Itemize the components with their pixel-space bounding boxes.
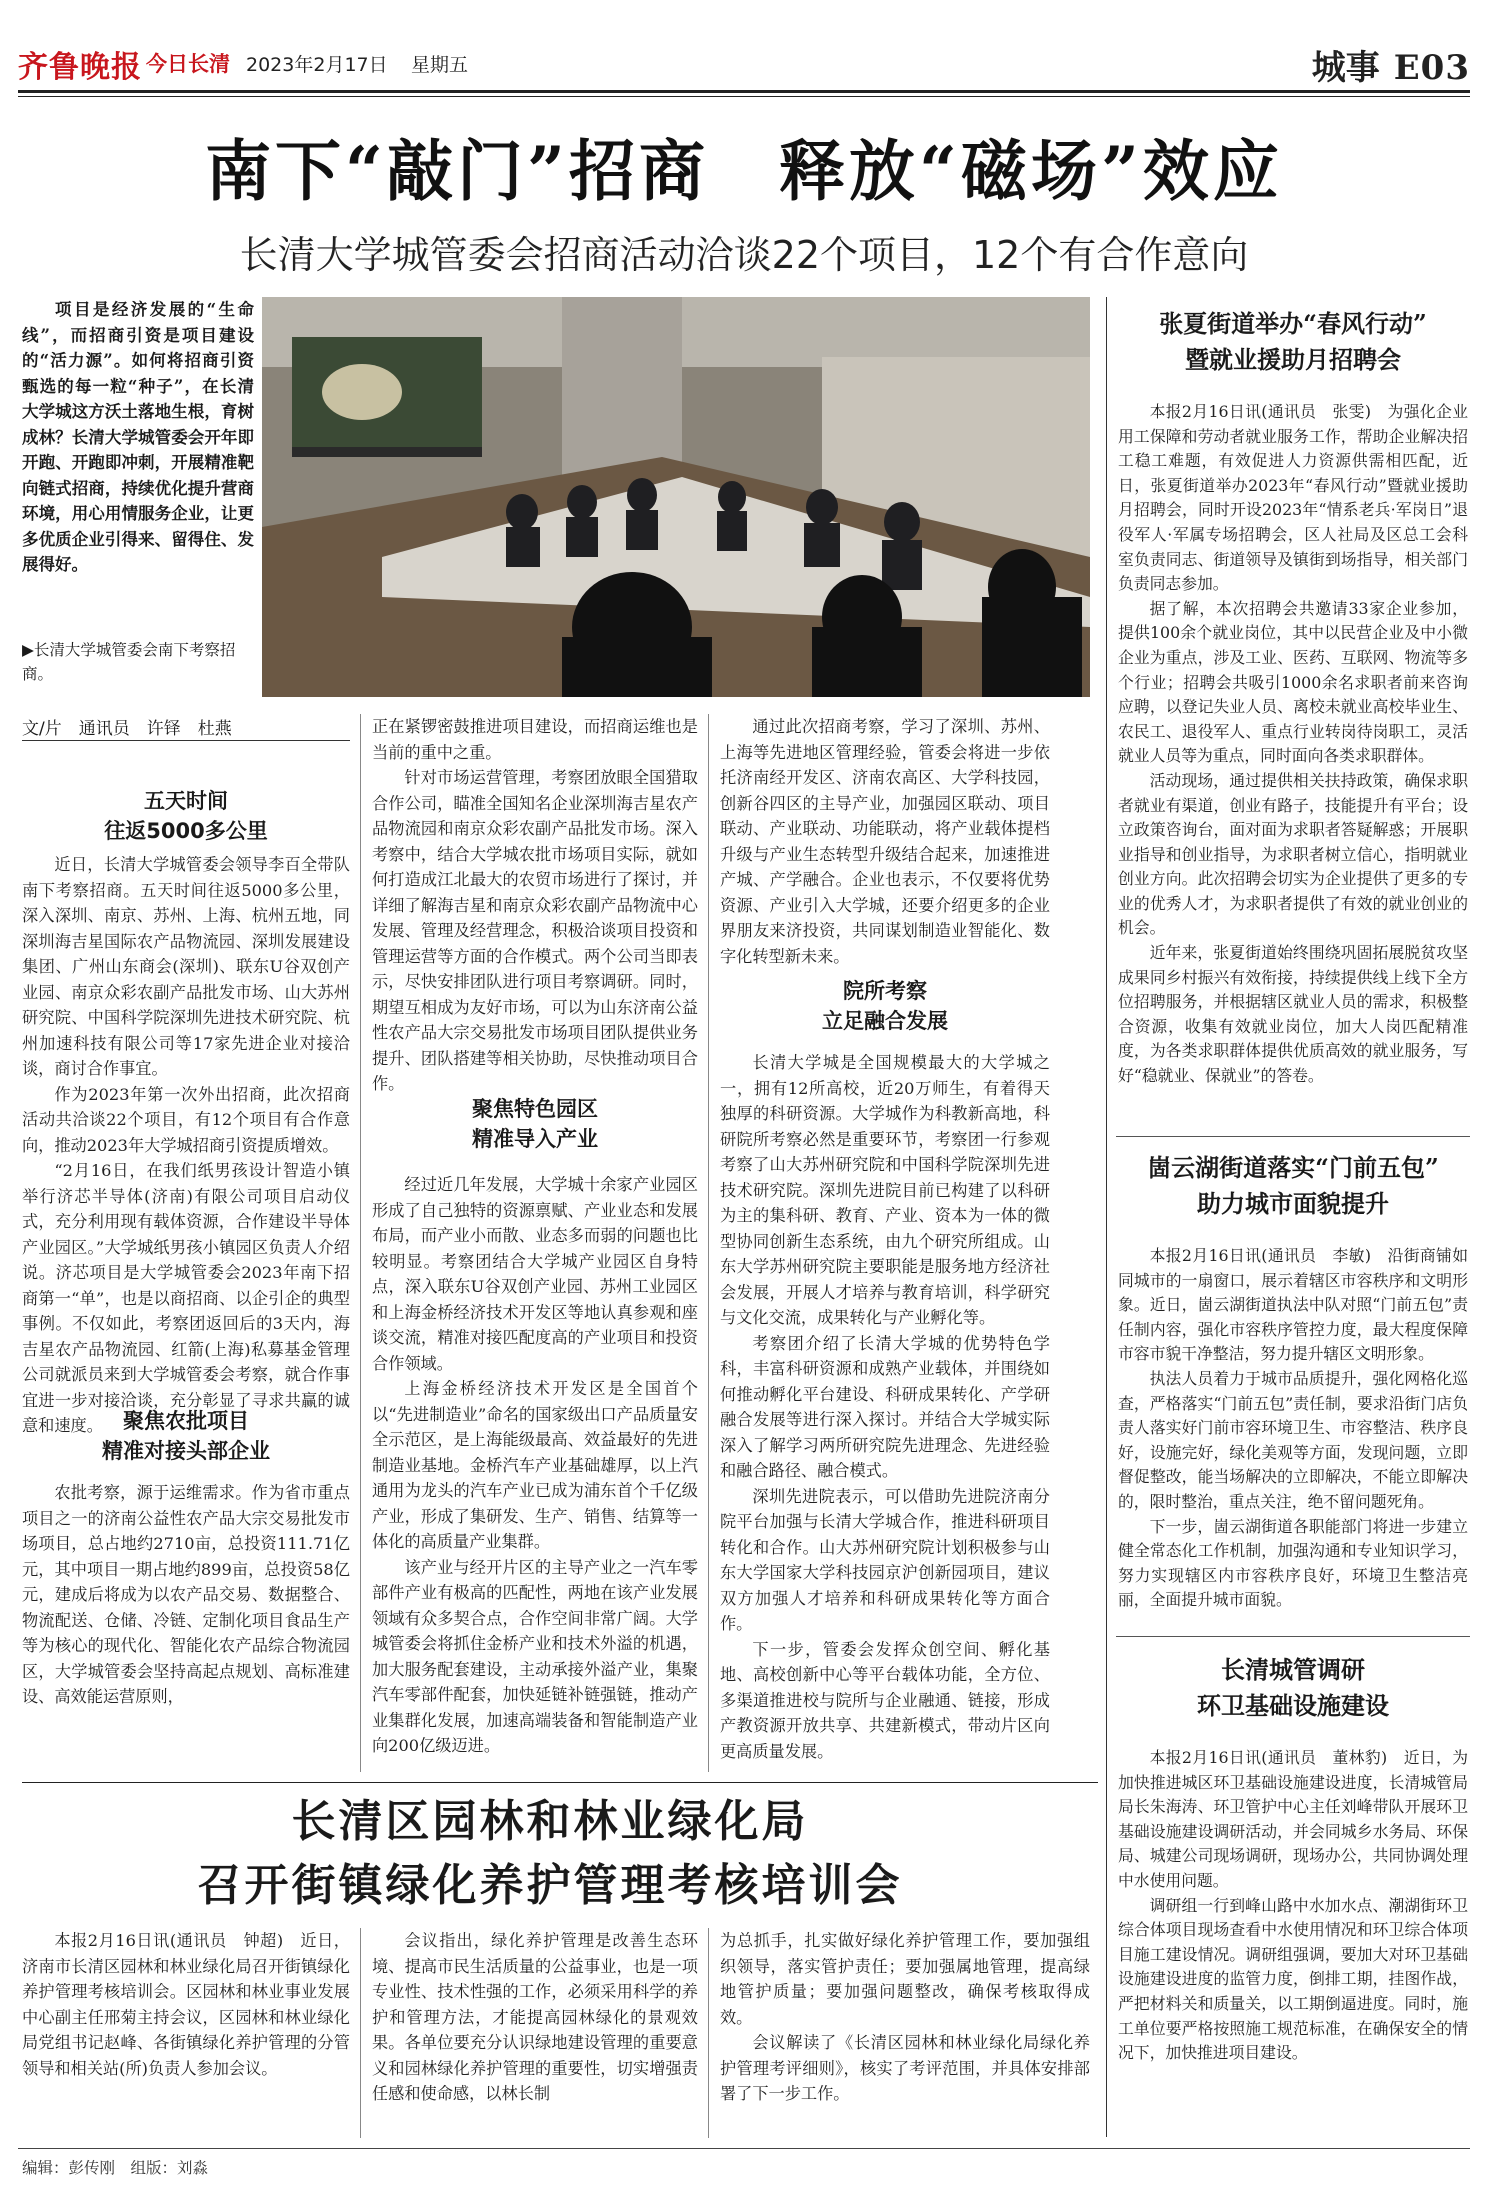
sidebar-story-2-title: 崮云湖街道落实“门前五包” 助力城市面貌提升 <box>1147 1153 1439 1218</box>
main-headline: 南下“敲门”招商 释放“磁场”效应 <box>205 132 1283 210</box>
paragraph: 调研组一行到峰山路中水加水点、潮湖街环卫综合体项目现场查看中水使用情况和环卫综合体项目施工建设情况。调研组强调，要加大对环卫基础设施建设进度的监管力度，倒排工期，挂图作战，严把材料关和质量关，以工期倒逼进度。同时，施工单位要严格按照施工规范标准，在确保安全的情况下，加快推进项目建设。 <box>1118 1895 1468 2063</box>
paragraph: 正在紧锣密鼓推进项目建设，而招商运维也是当前的重中之重。 <box>372 717 698 762</box>
section-title-five-days: 五天时间 往返5000多公里 <box>104 789 268 843</box>
column-divider <box>708 1928 709 2138</box>
column-1b-text <box>22 1480 350 1710</box>
paragraph: 针对市场运营管理，考察团放眼全国猎取合作公司，瞄准全国知名企业深圳海吉星农产品物流园和南京众彩农副产品批发市场。深入考察中，结合大学城农批市场项目实际，就如何打造成江北最大的农贸市场进行了探讨，并详细了解海吉星和南京众彩农副产品物流中心发展、管理及经营理念，积极洽谈项目投资和管理运营等方面的合作模式。两个公司当即表示，尽快安排团队进行项目考察调研。同时，期望互相成为友好市场，可以为山东济南公益性农产品大宗交易批发市场项目团队提供业务提升、团队搭建等相关协助，尽快推动项目合作。 <box>372 768 698 1093</box>
paragraph: 会议指出，绿化养护管理是改善生态环境、提高市民生活质量的公益事业，也是一项专业性、技术性强的工作，必须采用科学的养护和管理方法，才能提高园林绿化的景观效果。各单位要充分认识绿地建设管理的重要意义和园林绿化养护管理的重要性，切实增强责任感和使命感，以林长制 <box>372 1931 698 2103</box>
sidebar-divider <box>1106 297 1107 2137</box>
paragraph: 农批考察，源于运维需求。作为省市重点项目之一的济南公益性农产品大宗交易批发市场项目，总占地约2710亩，总投资111.71亿元，其中项目一期占地约899亩，总投资58亿元，建成后将成为以农产品交易、数据整合、物流配送、仓储、冷链、定制化项目食品生产等为核心的现代化、智能化农产品综合物流园区，大学城管委会坚持高起点规划、高标准建设、高效能运营原则， <box>22 1483 350 1706</box>
section-title-agri: 聚焦农批项目 精准对接头部企业 <box>102 1409 270 1463</box>
section-title-institutes: 院所考察 立足融合发展 <box>822 979 948 1033</box>
paragraph: 经过近几年发展，大学城十余家产业园区形成了自己独特的资源禀赋、产业业态和发展布局，而产业小而散、业态多而弱的问题也比较明显。考察团结合大学城产业园区自身特点，深入联东U谷双创产业园、苏州工业园区和上海金桥经济技术开发区等地认真参观和座谈交流，精准对接匹配度高的产业项目和投资合作领域。 <box>372 1175 698 1373</box>
header-rule-thin <box>18 96 1470 97</box>
sidebar-story-2-text <box>1118 1244 1468 1613</box>
section-name: 今日长清 <box>146 52 230 76</box>
paragraph: 会议解读了《长清区园林和林业绿化局绿化养护管理考评细则》，核实了考评范围，并具体安排部署了下一步工作。 <box>720 2033 1090 2103</box>
meeting-photo <box>262 297 1090 697</box>
paragraph: 本报2月16日讯(通讯员 钟超) 近日，济南市长清区园林和林业绿化局召开街镇绿化养护管理考核培训会。区园林和林业事业发展中心副主任邢菊主持会议，区园林和林业绿化局党组书记赵峰、各街镇绿化养护管理的分管领导和相关站(所)负责人参加会议。 <box>22 1931 350 2078</box>
paragraph: 本报2月16日讯(通讯员 张雯) 为强化企业用工保障和劳动者就业服务工作，帮助企业解决招工稳工难题，有效促进人力资源供需相匹配，近日，张夏街道举办2023年“春风行动”暨就业援助月招聘会，同时开设2023年“情系老兵·军岗日”退役军人·军属专场招聘会，区人社局及区总工会科室负责同志、街道领导及镇街到场指导，相关部门负责同志参加。 <box>1118 402 1468 594</box>
page-header <box>18 42 1470 86</box>
story-2-column-1 <box>22 1928 350 2081</box>
story-2-title-line-2: 召开街镇绿化养护管理考核培训会 <box>197 1860 903 1911</box>
story-2-column-3 <box>720 1928 1090 2107</box>
story-divider <box>22 1782 1098 1783</box>
paragraph: 该产业与经开片区的主导产业之一汽车零部件产业有极高的匹配性，两地在该产业发展领域有众多契合点，合作空间非常广阔。大学城管委会将抓住金桥产业和技术外溢的机遇，加大服务配套建设，主动承接外溢产业，集聚汽车零部件配套，加快延链补链强链，推动产业集群化发展，加速高端装备和智能制造产业向200亿级迈进。 <box>372 1557 698 1755</box>
paragraph: 作为2023年第一次外出招商，此次招商活动共洽谈22个项目，有12个项目有合作意向，推动2023年大学城招商引资提质增效。 <box>22 1084 350 1155</box>
sidebar-story-3-title: 长清城管调研 环卫基础设施建设 <box>1197 1655 1389 1720</box>
main-subhead: 长清大学城管委会招商活动洽谈22个项目，12个有合作意向 <box>239 233 1249 277</box>
paragraph: 为总抓手，扎实做好绿化养护管理工作，要加强组织领导，落实管护责任；要加强属地管理，提高绿地管护质量；要加强问题整改，确保考核取得成效。 <box>720 1931 1090 2027</box>
sidebar-story-3-text <box>1118 1746 1468 2066</box>
paragraph: 下一步，管委会发挥众创空间、孵化基地、高校创新中心等平台载体功能，全方位、多渠道推进校与院所与企业融通、链接，形成产教资源开放共享、共建新模式，带动片区向更高质量发展。 <box>720 1639 1050 1761</box>
paragraph: 本报2月16日讯(通讯员 董林豹) 近日，为加快推进城区环卫基础设施建设进度，长清城管局局长朱海涛、环卫管护中心主任刘峰带队开展环卫基础设施建设调研活动，并会同城乡水务局、环保局、城建公司现场调研，现场办公，共同协调处理中水使用问题。 <box>1118 1748 1468 1890</box>
masthead-logo: 齐鲁晚报 <box>18 50 142 85</box>
sidebar-story-1-title: 张夏街道举办“春风行动” 暨就业援助月招聘会 <box>1159 309 1427 374</box>
paragraph: 执法人员着力于城市品质提升，强化网格化巡查，严格落实“门前五包”责任制，要求沿街门店负责人落实好门前市容环境卫生、市容整洁、秩序良好，设施完好，绿化美观等方面，发现问题，立即督促整改，能当场解决的立即解决，不能立即解决的，限时整治，重点关注，绝不留问题死角。 <box>1118 1368 1468 1511</box>
paragraph: 本报2月16日讯(通讯员 李敏) 沿街商铺如同城市的一扇窗口，展示着辖区市容秩序和文明形象。近日，崮云湖街道执法中队对照“门前五包”责任制内容，强化市容秩序管控力度，最大程度保障市容市貌干净整洁，努力提升辖区文明形象。 <box>1118 1246 1468 1364</box>
paragraph: 活动现场，通过提供相关扶持政策，确保求职者就业有渠道，创业有路子，技能提升有平台；设立政策咨询台，面对面为求职者答疑解惑；开展职业指导和创业指导，为求职者树立信心，指明就业创业方向。此次招聘会切实为企业提供了更多的专业的优秀人才，为求职者提供了有效的就业创业的机会。 <box>1118 770 1468 938</box>
photo-caption: ▶长清大学城管委会南下考察招商。 <box>22 641 236 683</box>
column-1-text <box>22 852 350 1439</box>
paragraph: 下一步，崮云湖街道各职能部门将进一步建立健全常态化工作机制，加强沟通和专业知识学习，努力实现辖区内市容秩序良好，环境卫生整洁亮丽，全面提升城市面貌。 <box>1118 1516 1468 1610</box>
byline-rule <box>22 740 350 741</box>
sidebar-rule <box>1116 1636 1470 1637</box>
paragraph: 近年来，张夏街道始终围绕巩固拓展脱贫攻坚成果同乡村振兴有效衔接，持续提供线上线下全方位招聘服务，并根据辖区就业人员的需求，积极整合资源，收集有效就业岗位，加大人岗匹配精准度，为各类求职群体提供优质高效的就业服务，写好“稳就业、保就业”的答卷。 <box>1118 943 1468 1086</box>
column-3b-text <box>720 1050 1050 1764</box>
footer-credits: 编辑：彭传刚 组版：刘淼 <box>22 2159 209 2177</box>
footer-rule <box>18 2148 1470 2149</box>
page-label <box>1312 40 1470 89</box>
paragraph: 深圳先进院表示，可以借助先进院济南分院平台加强与长清大学城合作，推进科研项目转化和合作。山大苏州研究院计划积极参与山东大学国家大学科技园京沪创新园项目，建议双方加强人才培养和科研成果转化等方面合作。 <box>720 1486 1050 1633</box>
story-2-title-line-1: 长清区园林和林业绿化局 <box>291 1796 809 1847</box>
column-2b-text <box>372 1172 698 1759</box>
column-3-text <box>720 714 1050 969</box>
column-2-text <box>372 714 698 1097</box>
paragraph: 考察团介绍了长清大学城的优势特色学科，丰富科研资源和成熟产业载体，并围绕如何推动孵化平台建设、科研成果转化、产学研融合发展等进行深入探讨。并结合大学城实际深入了解学习两所研究院先进理念、先进经验和融合路径、融合模式。 <box>720 1333 1050 1480</box>
story-2-column-2 <box>372 1928 698 2107</box>
paragraph: 上海金桥经济技术开发区是全国首个以“先进制造业”命名的国家级出口产品质量安全示范区，是上海能级最高、效益最好的先进制造业基地。金桥汽车产业基础雄厚，以上汽通用为龙头的汽车产业已成为浦东首个千亿级产业，形成了集研发、生产、销售、结算等一体化的高质量产业集群。 <box>372 1379 698 1551</box>
header-rule <box>18 90 1470 93</box>
section-title-parks: 聚焦特色园区 精准导入产业 <box>472 1097 598 1151</box>
byline: 文/片 通讯员 许铎 杜燕 <box>22 719 232 739</box>
lead-paragraph: 项目是经济发展的“生命线”，而招商引资是项目建设的“活力源”。如何将招商引资甄选的每一粒“种子”，在长清大学城这方沃土落地生根，育树成林？长清大学城管委会开年即开跑、开跑即冲刺，开展精准靶向链式招商，持续优化提升营商环境，用心用情服务企业，让更多优质企业引得来、留得住、发展得好。 <box>22 300 254 574</box>
sidebar-story-1-text <box>1118 400 1468 1089</box>
column-divider <box>360 714 361 1772</box>
paragraph: 近日，长清大学城管委会领导李百全带队南下考察招商。五天时间往返5000多公里，深入深圳、南京、苏州、上海、杭州五地，同深圳海吉星国际农产品物流园、深圳发展建设集团、广州山东商会(深圳)、联东U谷双创产业园、南京众彩农副产品批发市场、山大苏州研究院、中国科学院深圳先进技术研究院、杭州加速科技有限公司等17家先进企业对接洽谈，商讨合作事宜。 <box>22 855 350 1078</box>
paragraph: “2月16日，在我们纸男孩设计智造小镇举行济芯半导体(济南)有限公司项目启动仪式，充分利用现有载体资源，合作建设半导体产业园区。”大学城纸男孩小镇园区负责人介绍说。济芯项目是大学城管委会2023年南下招商第一“单”，也是以商招商、以企引企的典型事例。不仅如此，考察团返回后的3天内，海吉星农产品物流园、红箭(上海)私募基金管理公司就派员来到大学城管委会考察，就合作事宜进一步对接洽谈，充分彰显了寻求共赢的诚意和速度。 <box>22 1161 350 1435</box>
issue-date: 2023年2月17日 <box>246 54 388 76</box>
sidebar-rule <box>1116 1136 1470 1137</box>
paragraph: 据了解，本次招聘会共邀请33家企业参加，提供100余个就业岗位，其中以民营企业及中小微企业为重点，涉及工业、医药、互联网、物流等多个行业；招聘会共吸引1000余名求职者前来咨询应聘，以登记失业人员、离校未就业高校毕业生、农民工、退役军人、重点行业转岗待岗职工，灵活就业人员等为重点，同时面向各类求职群体。 <box>1118 598 1468 766</box>
column-divider <box>708 714 709 1772</box>
paragraph: 长清大学城是全国规模最大的大学城之一，拥有12所高校，近20万师生，有着得天独厚的科研资源。大学城作为科教新高地，科研院所考察必然是重要环节，考察团一行参观考察了山大苏州研究院和中国科学院深圳先进技术研究院。深圳先进院目前已构建了以科研为主的集科研、教育、产业、资本为一体的微型协同创新生态系统，由九个研究所组成。山东大学苏州研究院主要职能是服务地方经济社会发展，开展人才培养与教育培训，科学研究与文化交流，成果转化与产业孵化等。 <box>720 1053 1050 1327</box>
column-divider <box>360 1928 361 2138</box>
meeting-photo-illustration <box>262 297 1090 697</box>
paragraph: 通过此次招商考察，学习了深圳、苏州、上海等先进地区管理经验，管委会将进一步依托济南经开发区、济南农高区、大学科技园，创新谷四区的主导产业，加强园区联动、项目联动、产业联动、功能联动，将产业载体提档升级与产业生态转型升级结合起来，加速推进产城、产学融合。企业也表示，不仅要将优势资源、产业引入大学城，还要介绍更多的企业界朋友来济投资，共同谋划制造业智能化、数字化转型新未来。 <box>720 717 1050 966</box>
issue-weekday: 星期五 <box>411 54 469 76</box>
category-label: 城事 <box>1311 48 1380 88</box>
page-number: E03 <box>1393 48 1470 88</box>
